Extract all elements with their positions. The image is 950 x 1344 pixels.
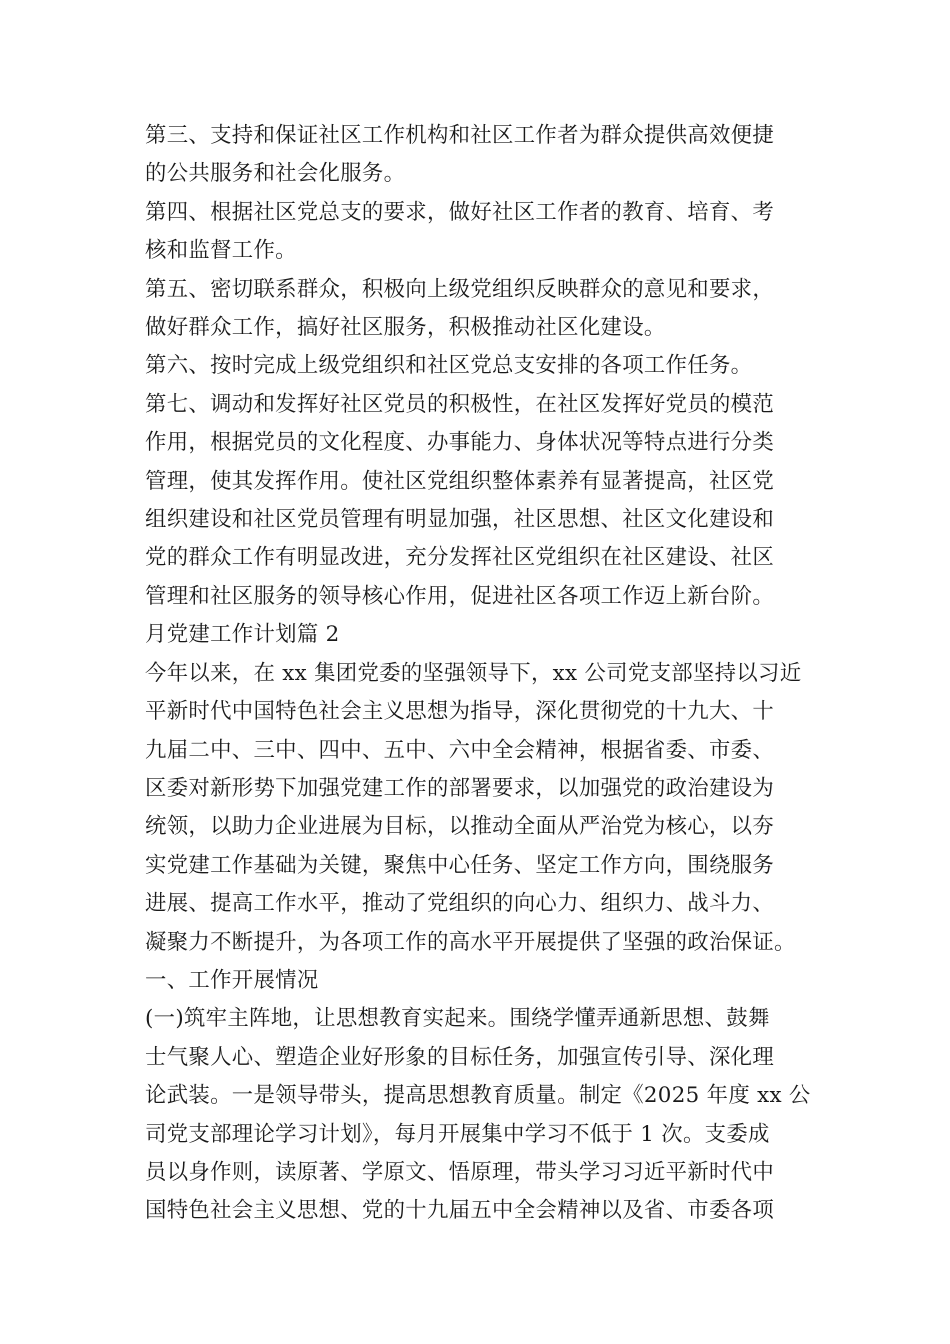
text-line: 统领，以助力企业进展为目标，以推动全面从严治党为核心，以夯 (145, 814, 775, 840)
text-line: 凝聚力不断提升，为各项工作的高水平开展提供了坚强的政治保证。 (145, 929, 796, 955)
text-line: 区委对新形势下加强党建工作的部署要求，以加强党的政治建设为 (145, 775, 775, 801)
text-line: 士气聚人心、塑造企业好形象的目标任务，加强宣传引导、深化理 (145, 1044, 775, 1070)
text-line: 进展、提高工作水平，推动了党组织的向心力、组织力、战斗力、 (145, 891, 775, 917)
section-heading: 一、工作开展情况 (145, 967, 319, 993)
text-line: 九届二中、三中、四中、五中、六中全会精神，根据省委、市委、 (145, 737, 775, 763)
text-line: 第七、调动和发挥好社区党员的积极性，在社区发挥好党员的模范 (145, 391, 775, 417)
text-line: 作用，根据党员的文化程度、办事能力、身体状况等特点进行分类 (145, 430, 775, 456)
text-line: 管理，使其发挥作用。使社区党组织整体素养有显著提高，社区党 (145, 468, 775, 494)
text-line: (一)筑牢主阵地，让思想教育实起来。围绕学懂弄通新思想、鼓舞 (145, 1006, 770, 1032)
text-line: 第四、根据社区党总支的要求，做好社区工作者的教育、培育、考 (145, 199, 775, 225)
text-line: 实党建工作基础为关键，聚焦中心任务、坚定工作方向，围绕服务 (145, 852, 775, 878)
text-line: 国特色社会主义思想、党的十九届五中全会精神以及省、市委各项 (145, 1198, 775, 1224)
text-line: 员以身作则，读原著、学原文、悟原理，带头学习习近平新时代中 (145, 1159, 775, 1185)
text-line: 的公共服务和社会化服务。 (145, 161, 406, 187)
text-line: 党的群众工作有明显改进，充分发挥社区党组织在社区建设、社区 (145, 545, 775, 571)
text-line: 平新时代中国特色社会主义思想为指导，深化贯彻党的十九大、十 (145, 699, 775, 725)
text-line: 论武装。一是领导带头，提高思想教育质量。制定《2025 年度 xx 公 (145, 1083, 811, 1109)
text-line: 管理和社区服务的领导核心作用，促进社区各项工作迈上新台阶。 (145, 583, 775, 609)
text-line: 司党支部理论学习计划》，每月开展集中学习不低于 1 次。支委成 (145, 1121, 770, 1147)
text-line: 组织建设和社区党员管理有明显加强，社区思想、社区文化建设和 (145, 507, 775, 533)
text-line: 做好群众工作，搞好社区服务，积极推动社区化建设。 (145, 315, 666, 341)
text-line: 核和监督工作。 (145, 238, 297, 264)
document-body (145, 117, 810, 1231)
text-line: 今年以来，在 xx 集团党委的坚强领导下，xx 公司党支部坚持以习近 (145, 660, 802, 686)
text-line: 第三、支持和保证社区工作机构和社区工作者为群众提供高效便捷 (145, 123, 775, 148)
text-line: 第六、按时完成上级党组织和社区党总支安排的各项工作任务。 (145, 353, 753, 379)
text-line: 第五、密切联系群众，积极向上级党组织反映群众的意见和要求， (145, 276, 775, 302)
section-heading: 月党建工作计划篇 2 (145, 622, 340, 648)
